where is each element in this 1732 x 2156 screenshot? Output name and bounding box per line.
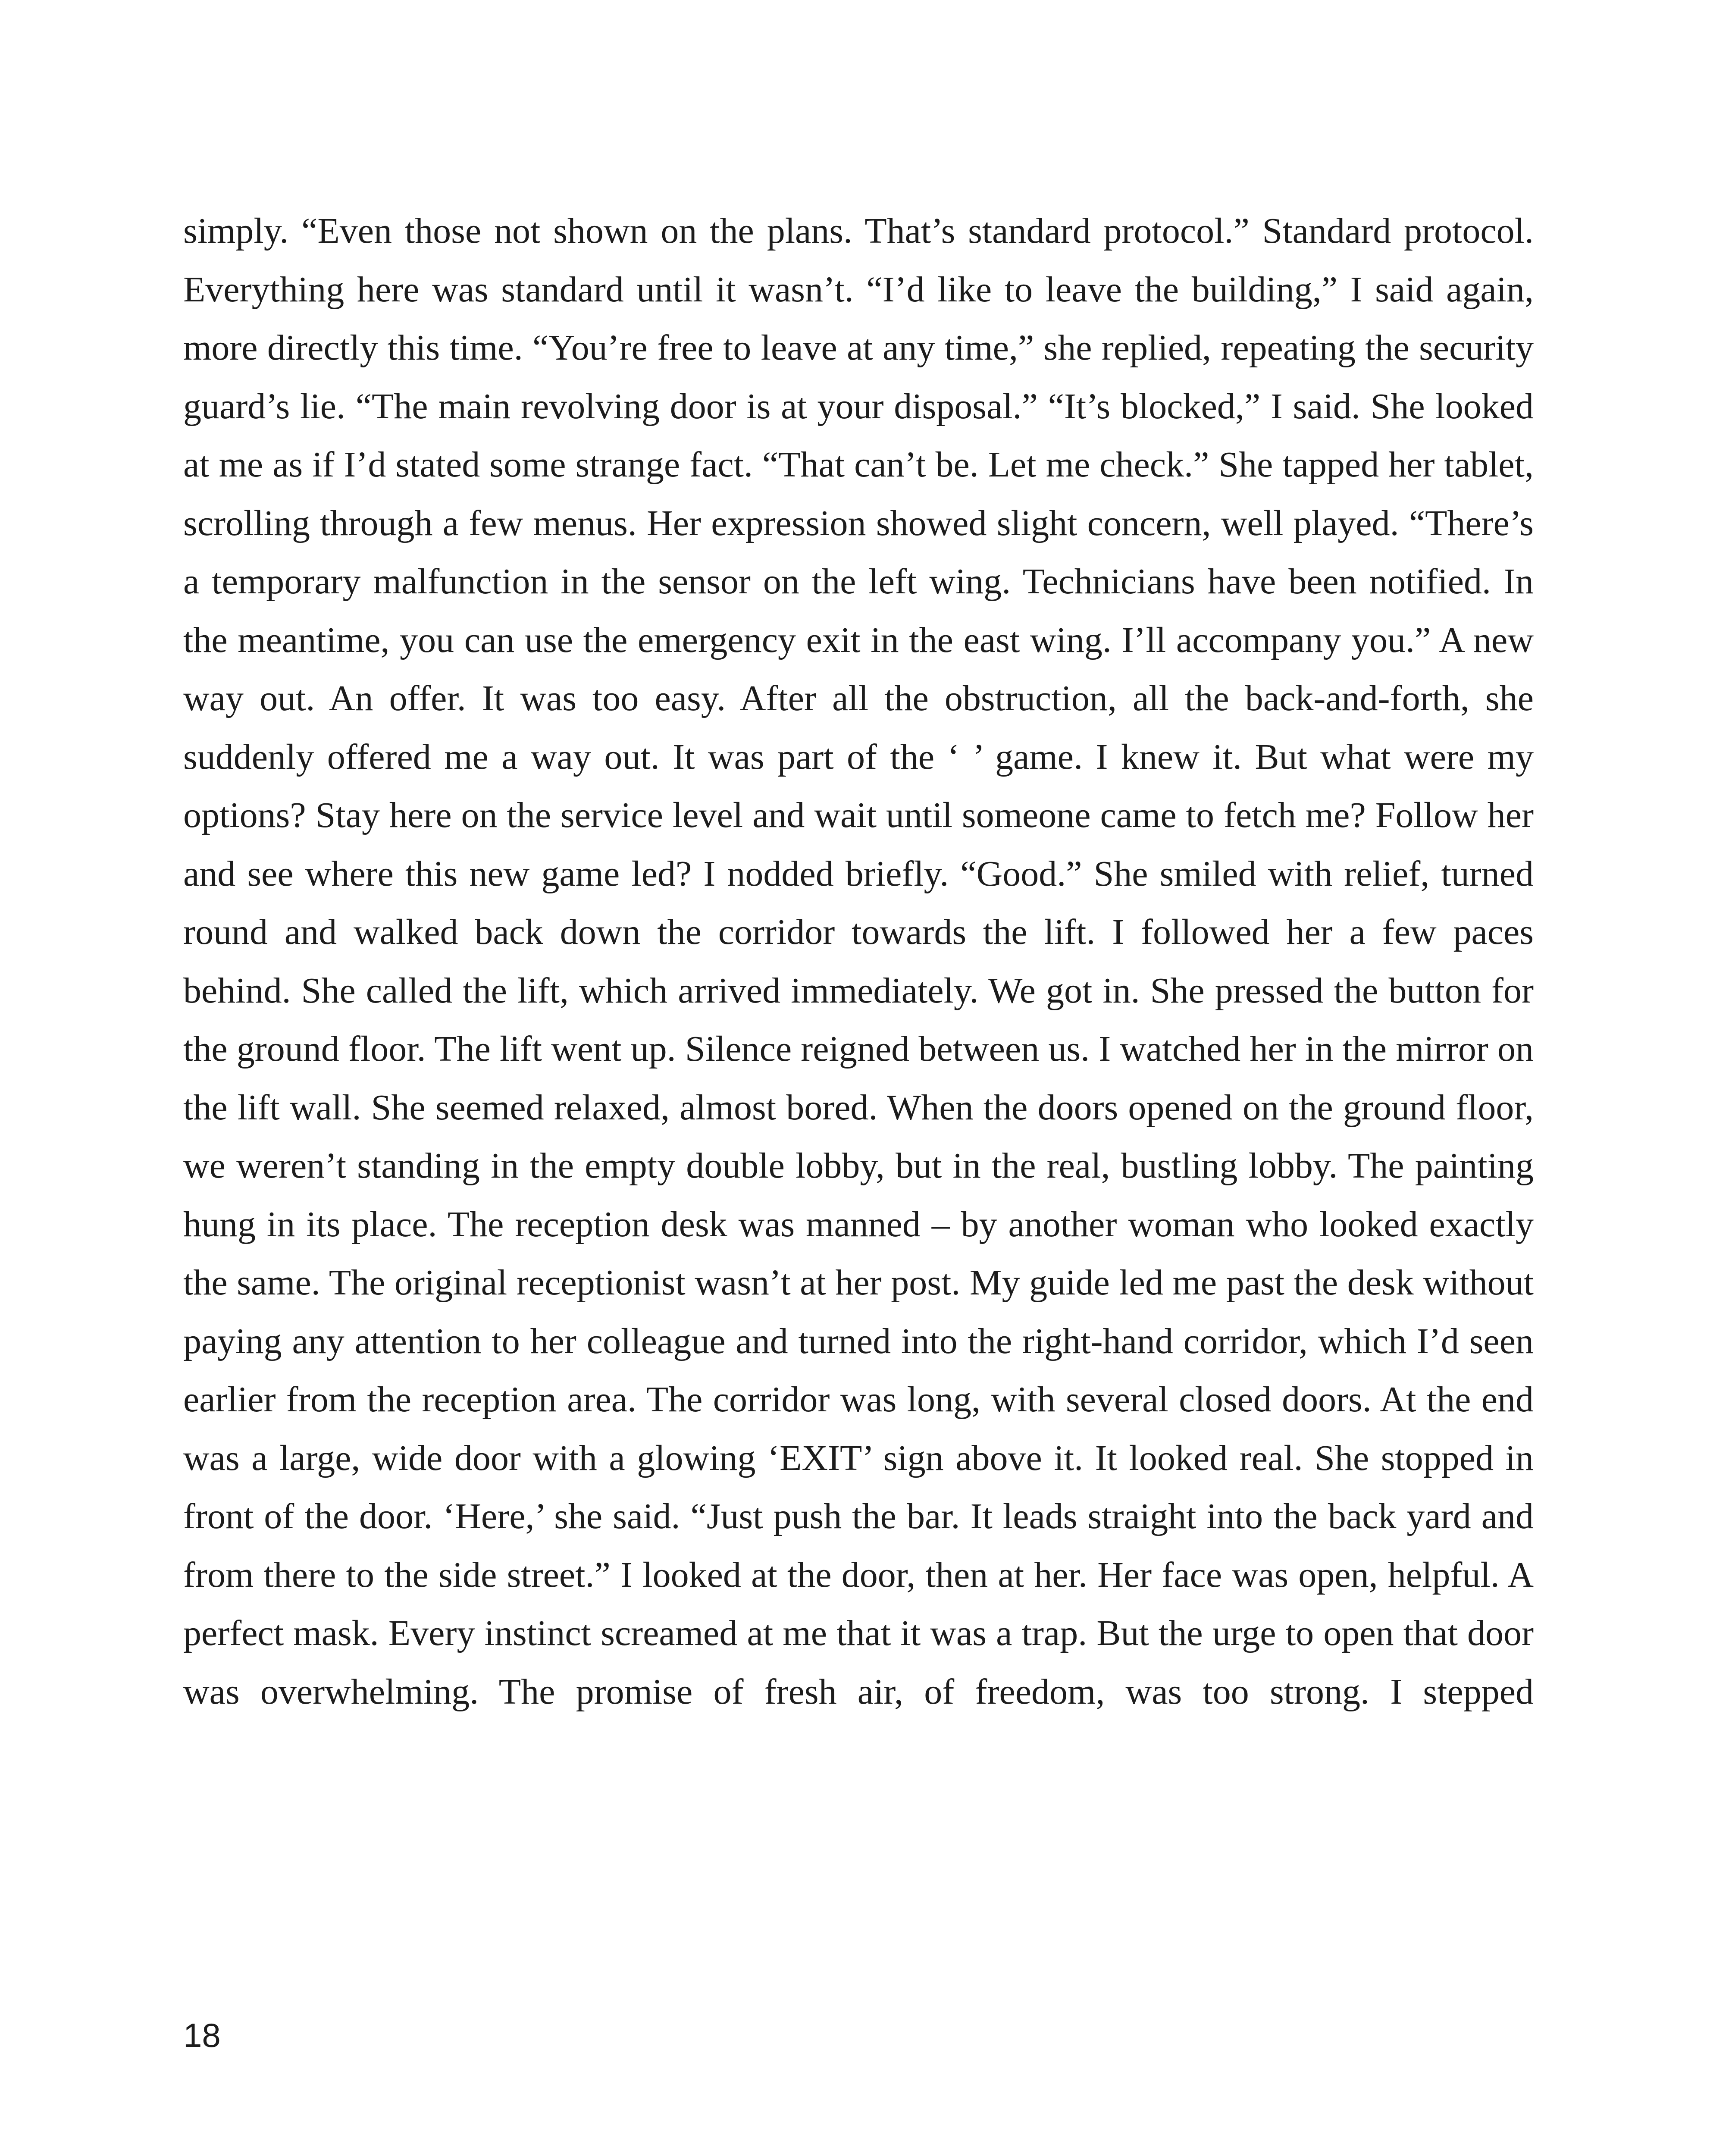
- body-text: simply. “Even those not shown on the plans. That’s standard protocol.” Standard protocol. Everything here was standard until it wasn’t. “I’d like to leave the building,” I said again, more directly this time. “You’re free to leave at any time,” she replied, repeating the security guard’s lie. “The main revolving door is at your disposal.” “It’s blocked,” I said. She looked at me as if I’d stated some strange fact. “That can’t be. Let me check.” She tapped her tablet, scrolling through a few menus. Her expression showed slight concern, well played. “There’s a temporary malfunction in the sensor on the left wing. Technicians have been notified. In the meantime, you can use the emergency exit in the east wing. I’ll accompany you.” A new way out. An offer. It was too easy. After all the obstruction, all the back-and-forth, she suddenly offered me a way out. It was part of the ‘ ’ game. I knew it. But what were my options? Stay here on the service level and wait until someone came to fetch me? Follow her and see where this new game led? I nodded briefly. “Good.” She smiled with relief, turned round and walked back down the corridor towards the lift. I followed her a few paces behind. She called the lift, which arrived immediately. We got in. She pressed the button for the ground floor. The lift went up. Silence reigned between us. I watched her in the mirror on the lift wall. She seemed relaxed, almost bored. When the doors opened on the ground floor, we weren’t standing in the empty double lobby, but in the real, bustling lobby. The painting hung in its place. The reception desk was manned – by another woman who looked exactly the same. The original receptionist wasn’t at her post. My guide led me past the desk without paying any attention to her colleague and turned into the right-hand corridor, which I’d seen earlier from the reception area. The corridor was long, with several closed doors. At the end was a large, wide door with a glowing ‘EXIT’ sign above it. It looked real. She stopped in front of the door. ‘Here,’ she said. “Just push the bar. It leads straight into the back yard and from there to the side street.” I looked at the door, then at her. Her face was open, helpful. A perfect mask. Every instinct screamed at me that it was a trap. But the urge to open that door was overwhelming. The promise of fresh air, of freedom, was too strong. I stepped: [183, 211, 1534, 1712]
- page-number: 18: [183, 2016, 221, 2054]
